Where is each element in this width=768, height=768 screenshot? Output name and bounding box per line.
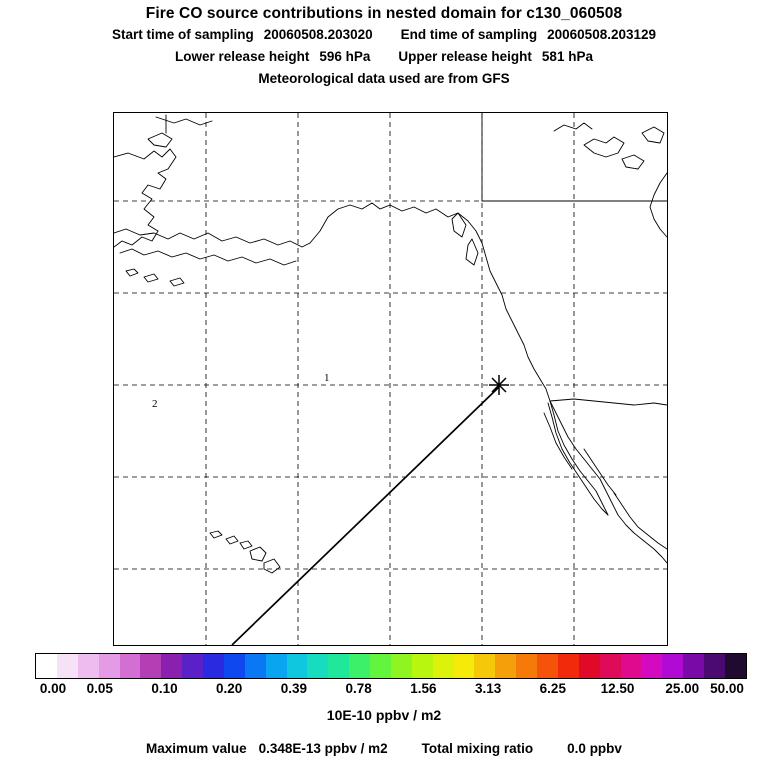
colorbar-tick-label: 25.00 (665, 681, 700, 696)
release-heights (0, 46, 768, 68)
map-contour-label-1: 1 (324, 372, 330, 384)
map-graticule (114, 113, 667, 645)
colorbar-swatch (454, 654, 475, 678)
start-time-label: Start time of sampling (111, 27, 254, 42)
colorbar-tick-label: 0.39 (280, 681, 308, 696)
colorbar-tick-label: 6.25 (539, 681, 566, 696)
colorbar-tick-label: 1.56 (410, 681, 437, 696)
colorbar-swatch (161, 654, 182, 678)
colorbar-swatch (140, 654, 161, 678)
colorbar-swatch (370, 654, 391, 678)
colorbar-swatch (266, 654, 287, 678)
colorbar-tick-label: 3.13 (474, 681, 502, 696)
upper-release-label: Upper release height (398, 49, 532, 64)
colorbar-tick-labels (0, 681, 768, 697)
lower-release-label: Lower release height (175, 49, 310, 64)
colorbar-swatch (495, 654, 516, 678)
colorbar-unit-label: 10E-10 ppbv / m2 (326, 707, 442, 723)
colorbar-swatch (57, 654, 78, 678)
total-mixing-ratio-value: 0.0 ppbv (567, 741, 622, 756)
colorbar-swatch (704, 654, 725, 678)
release-point-marker (489, 375, 509, 395)
colorbar-swatch (516, 654, 537, 678)
colorbar-swatch (287, 654, 308, 678)
trajectory-line (232, 387, 499, 645)
colorbar-swatch (78, 654, 99, 678)
total-mixing-ratio-label: Total mixing ratio (421, 741, 534, 756)
colorbar-swatch (600, 654, 621, 678)
end-time-value: 20060508.203129 (547, 27, 657, 42)
colorbar-tick-label: 12.50 (600, 681, 635, 696)
lower-release-value: 596 hPa (319, 49, 371, 64)
colorbar-swatch (683, 654, 704, 678)
colorbar-tick-label: 0.78 (345, 681, 372, 696)
colorbar-swatch (662, 654, 683, 678)
page-title: Fire CO source contributions in nested domain for c130_060508 (145, 5, 623, 22)
colorbar-swatch (36, 654, 57, 678)
colorbar-tick-label: 0.05 (86, 681, 113, 696)
colorbar-tick-label: 50.00 (710, 681, 744, 696)
colorbar-swatch (99, 654, 120, 678)
colorbar-swatch (182, 654, 203, 678)
colorbar-swatch (433, 654, 454, 678)
colorbar-swatch (474, 654, 495, 678)
end-time-label: End time of sampling (400, 27, 538, 42)
colorbar-swatch (224, 654, 245, 678)
maximum-value-label: Maximum value (146, 741, 247, 756)
colorbar-swatch (412, 654, 433, 678)
met-data-note: Meteorological data used are from GFS (258, 71, 510, 86)
colorbar-swatch (245, 654, 266, 678)
colorbar-swatch (349, 654, 370, 678)
figure-footer (0, 741, 768, 756)
map-canvas (114, 113, 667, 645)
sampling-times (0, 24, 768, 46)
start-time-value: 20060508.203020 (263, 27, 373, 42)
colorbar-swatch (579, 654, 600, 678)
colorbar-swatch (641, 654, 662, 678)
colorbar-swatch (537, 654, 558, 678)
map-panel (113, 112, 668, 646)
figure-header (0, 4, 768, 90)
colorbar-swatch (558, 654, 579, 678)
maximum-value: 0.348E-13 ppbv / m2 (258, 741, 388, 756)
colorbar-swatch (328, 654, 349, 678)
colorbar-tick-label: 0.20 (216, 681, 243, 696)
map-contour-label-2: 2 (152, 398, 158, 410)
colorbar-tick-label: 0.10 (151, 681, 178, 696)
colorbar-swatch (621, 654, 642, 678)
colorbar-swatch (307, 654, 328, 678)
coastlines (114, 113, 667, 573)
upper-release-value: 581 hPa (541, 49, 593, 64)
colorbar-swatch (203, 654, 224, 678)
colorbar-tick-label: 0.00 (39, 681, 67, 696)
colorbar (35, 653, 747, 679)
colorbar-swatch (391, 654, 412, 678)
colorbar-swatch (120, 654, 141, 678)
colorbar-swatch (725, 654, 746, 678)
